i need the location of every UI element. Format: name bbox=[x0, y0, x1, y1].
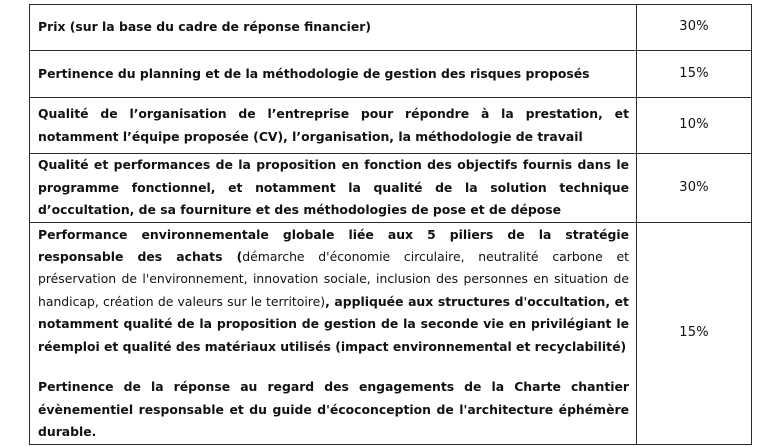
weight-cell bbox=[637, 154, 752, 223]
table-row bbox=[30, 51, 752, 98]
criterion-cell bbox=[30, 154, 637, 223]
paragraph-spacer bbox=[38, 358, 629, 376]
weight-cell bbox=[637, 5, 752, 51]
criterion-cell bbox=[30, 223, 637, 445]
weight-value: 15% bbox=[679, 325, 709, 341]
weight-value: 15% bbox=[679, 65, 709, 81]
evaluation-criteria-table bbox=[29, 4, 752, 445]
table-row bbox=[30, 98, 752, 154]
weight-cell bbox=[637, 98, 752, 154]
weight-value: 10% bbox=[679, 117, 709, 133]
criterion-text: Prix (sur la base du cadre de réponse financier) bbox=[38, 19, 372, 35]
weight-value: 30% bbox=[679, 179, 709, 195]
criterion-text-paragraph-2: Pertinence de la réponse au regard des engagements de la Charte chantier évènementiel responsable et du guide d'écoconception de l'architecture éphémère durable. bbox=[38, 379, 629, 439]
weight-cell bbox=[637, 51, 752, 98]
criterion-text-normal: démarche d'économie circulaire, neutralité carbone et préservation de l'environnement, innovation sociale, inclusion des personnes en situation de handicap, création de valeurs sur le territoire) bbox=[38, 249, 629, 309]
criterion-text-bold-intro: Performance environnementale globale liée aux 5 piliers de la stratégie responsable des achats ( bbox=[38, 226, 629, 265]
table-row bbox=[30, 223, 752, 445]
weight-cell bbox=[637, 223, 752, 445]
criterion-cell bbox=[30, 98, 637, 154]
criterion-text-bold-continuation: , appliquée aux structures d'occultation, et notamment qualité de la proposition de gestion de la seconde vie en privilégiant le réemploi et qualité des matériaux utilisés (impact environnemental et recyclabilité) bbox=[38, 293, 629, 354]
criterion-cell bbox=[30, 51, 637, 98]
criterion-text: Qualité de l’organisation de l’entreprise pour répondre à la prestation, et notamment l’équipe proposée (CV), l’organisation, la méthodologie de travail bbox=[38, 106, 629, 144]
criterion-cell bbox=[30, 5, 637, 51]
table-row bbox=[30, 5, 752, 51]
table-row bbox=[30, 154, 752, 223]
criterion-text: Qualité et performances de la proposition en fonction des objectifs fournis dans le programme fonctionnel, et notamment la qualité de la solution technique d’occultation, de sa fourniture et des méthodologies de pose et de dépose bbox=[38, 157, 629, 218]
weight-value: 30% bbox=[679, 19, 709, 35]
criterion-text: Pertinence du planning et de la méthodologie de gestion des risques proposés bbox=[38, 65, 590, 81]
